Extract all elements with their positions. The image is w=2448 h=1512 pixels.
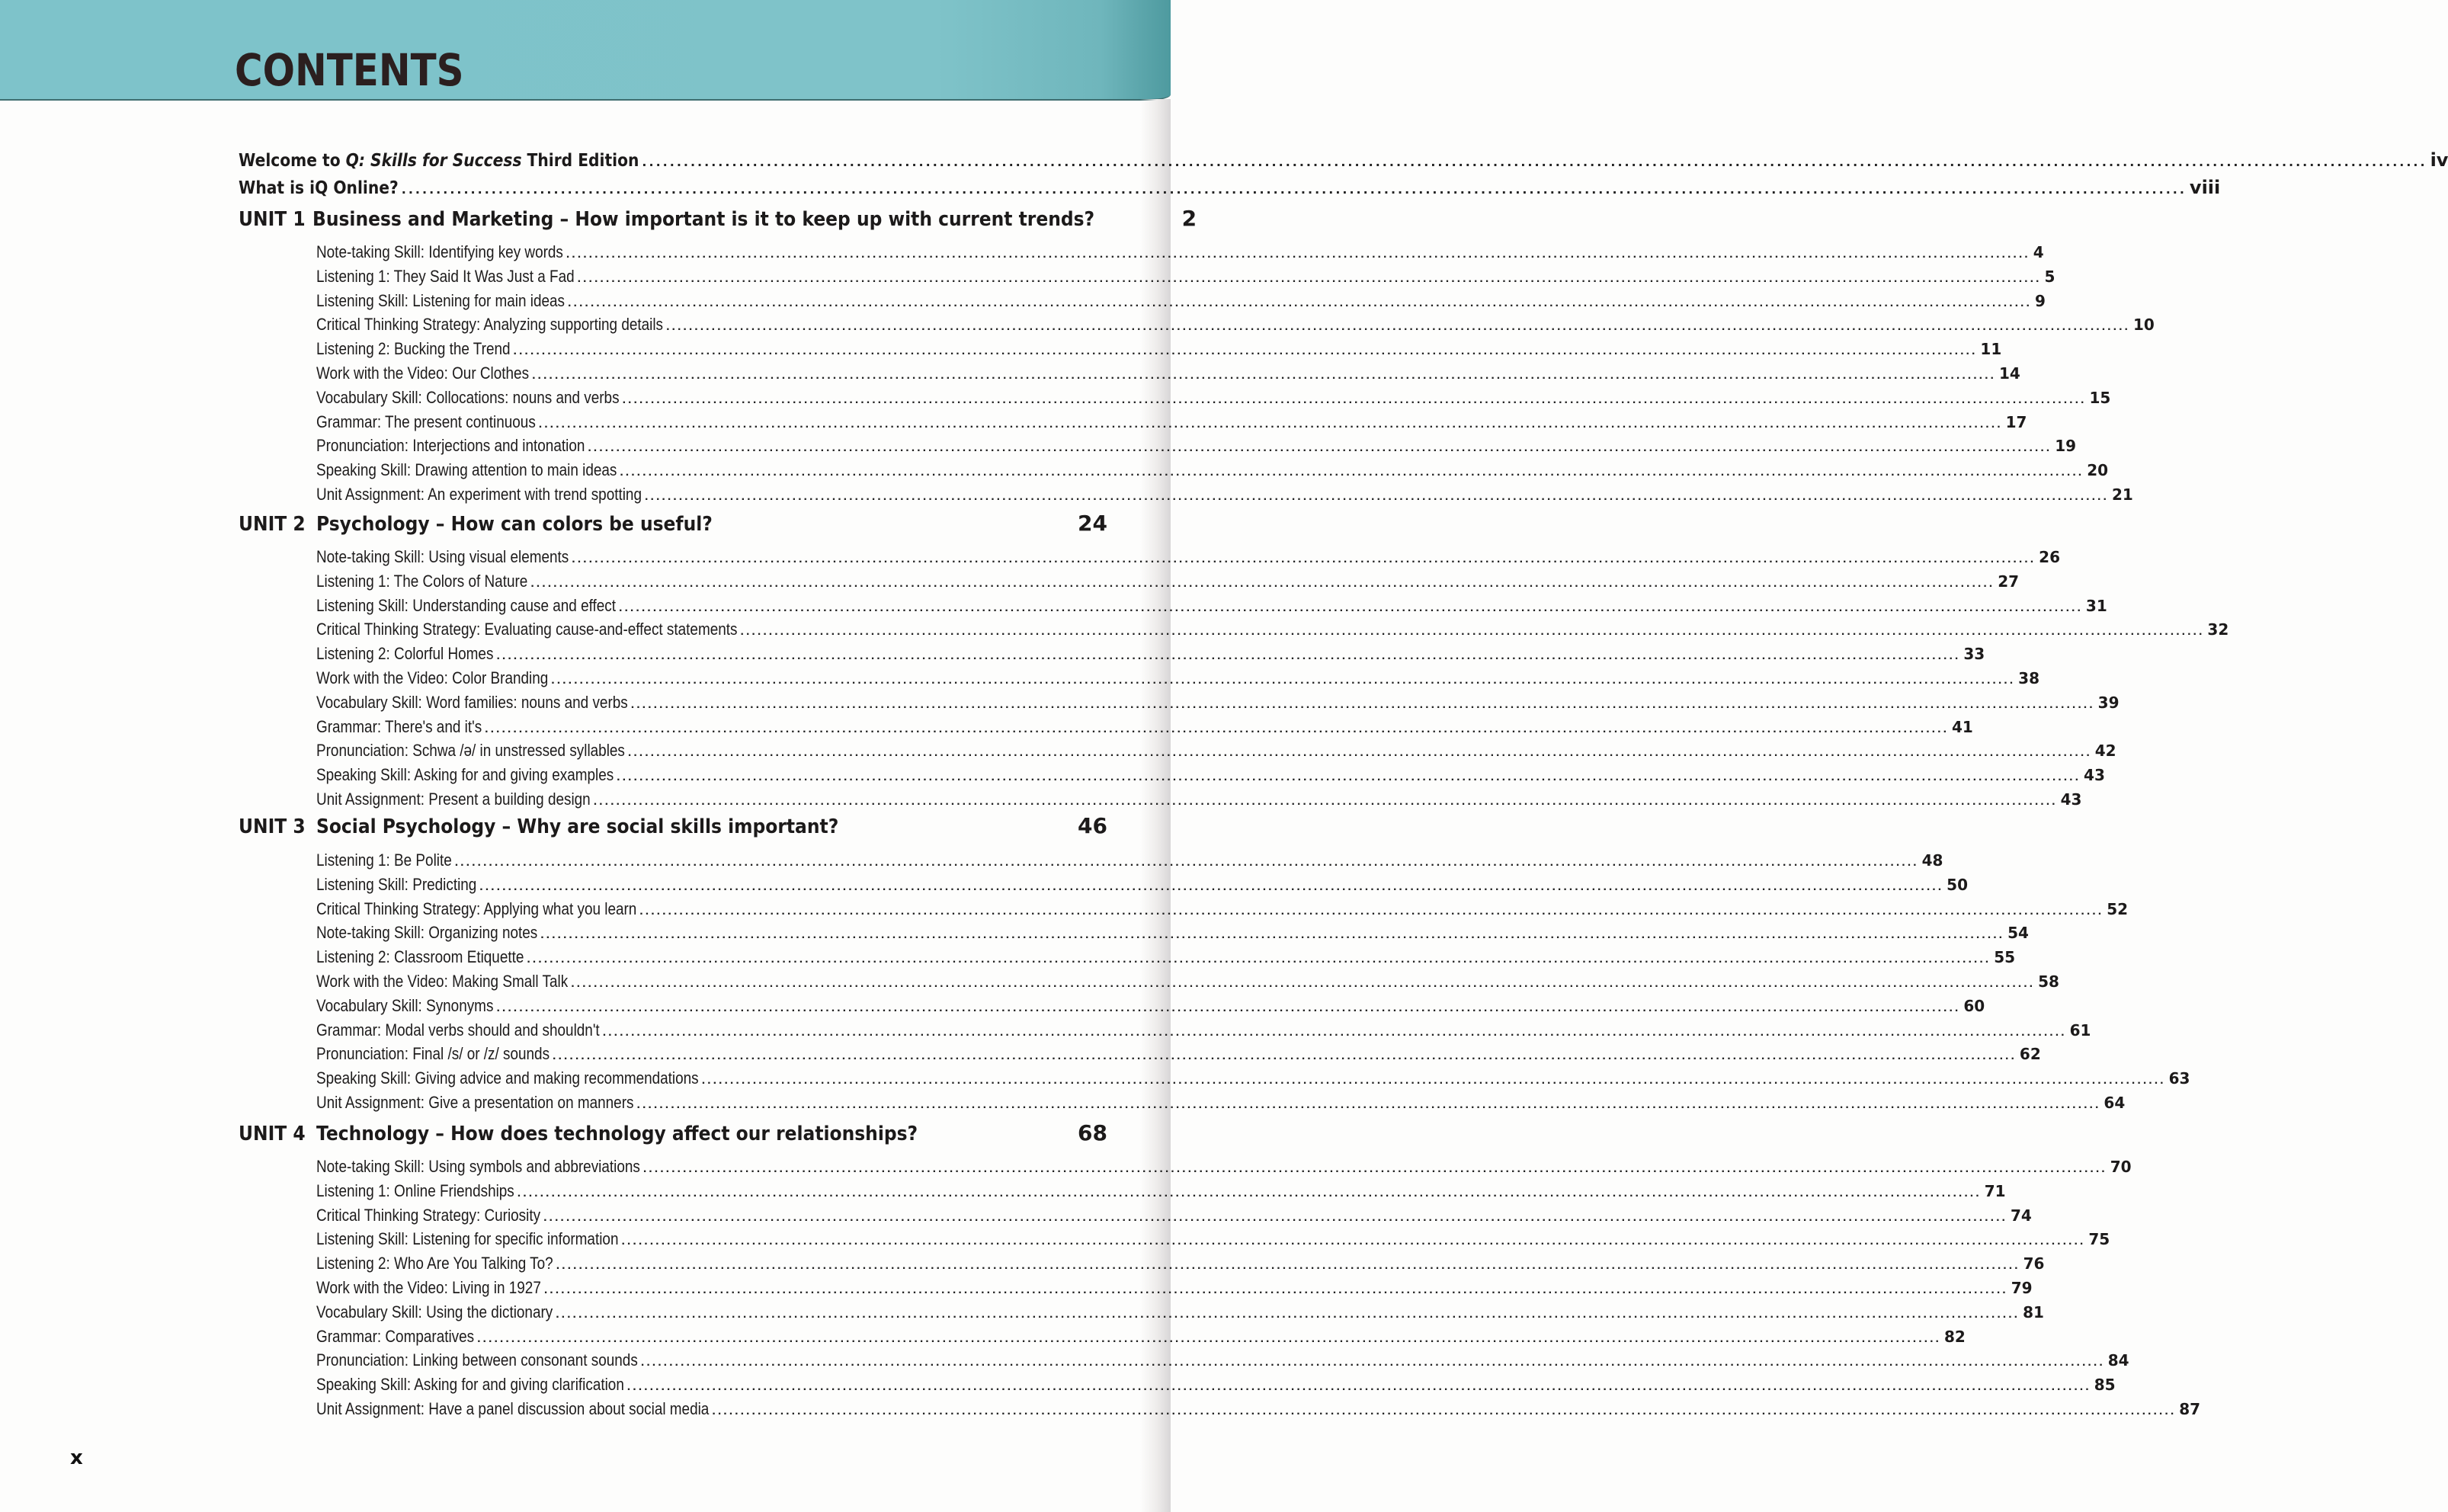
page-number: 33 — [1963, 645, 1985, 664]
toc-entry[interactable] — [316, 716, 1973, 742]
page-number: 87 — [2179, 1400, 2201, 1418]
page-number: 20 — [2087, 461, 2109, 480]
unit-title: Social Psychology – Why are social skills important? — [316, 815, 839, 838]
unit-4-heading[interactable] — [239, 1120, 1107, 1151]
dot-leader — [514, 344, 1978, 358]
toc-entry[interactable] — [316, 1205, 2032, 1230]
page-number: 17 — [2005, 412, 2027, 431]
toc-entry[interactable] — [316, 315, 2155, 339]
entry-text: Listening Skill: Listening for specific information — [316, 1229, 619, 1249]
page-number: 31 — [2085, 596, 2107, 615]
entry-text: Critical Thinking Strategy: Analyzing supporting details — [316, 315, 664, 335]
dot-leader — [455, 856, 1919, 870]
toc-entry[interactable] — [316, 460, 2109, 485]
page-title: CONTENTS — [235, 44, 464, 96]
dot-leader — [553, 1049, 2017, 1063]
dot-leader — [631, 698, 2095, 712]
toc-entry[interactable] — [316, 436, 2077, 460]
toc-entry[interactable] — [316, 947, 2016, 972]
dot-leader — [527, 953, 1991, 966]
toc-entry[interactable] — [316, 571, 2020, 596]
entry-text: Unit Assignment: Present a building design — [316, 790, 591, 809]
entry-text: Critical Thinking Strategy: Curiosity — [316, 1205, 541, 1225]
unit-question: Why are social skills important? — [517, 815, 839, 838]
entry-text: Pronunciation: Interjections and intonation — [316, 436, 585, 456]
page-number: 68 — [1078, 1120, 1107, 1145]
page-number: 46 — [1078, 813, 1107, 838]
entry-text: Unit Assignment: An experiment with trend spotting — [316, 485, 642, 504]
dot-leader — [551, 674, 2015, 687]
entry-text: Vocabulary Skill: Synonyms — [316, 995, 494, 1015]
toc-entry[interactable] — [316, 874, 1969, 899]
entry-text: Listening Skill: Predicting — [316, 874, 477, 894]
header-band — [0, 0, 1171, 101]
page-number: 5 — [2044, 267, 2055, 286]
entry-text: Critical Thinking Strategy: Applying what you learn — [316, 899, 637, 918]
dot-leader — [544, 1283, 2008, 1297]
unit-label: UNIT 4 — [239, 1123, 306, 1145]
unit-title: Psychology – How can colors be useful? — [316, 513, 713, 536]
toc-entry[interactable] — [316, 1180, 2006, 1206]
dot-leader — [741, 625, 2205, 639]
entry-text: Speaking Skill: Asking for and giving clarification — [316, 1375, 624, 1395]
unit-topic: Technology — [316, 1123, 430, 1145]
unit-1-heading[interactable] — [239, 206, 1197, 236]
page-number: 76 — [2023, 1254, 2045, 1273]
toc-entry[interactable] — [316, 1020, 2091, 1045]
toc-entry-iq-online[interactable] — [239, 177, 2221, 204]
entry-text: Work with the Video: Making Small Talk — [316, 972, 569, 991]
dot-leader — [496, 1001, 1960, 1015]
dot-leader — [712, 1405, 2176, 1418]
toc-entry[interactable] — [316, 595, 2107, 620]
page-number: 58 — [2038, 972, 2059, 991]
dot-leader — [530, 577, 1995, 591]
toc-entry[interactable] — [316, 1157, 2132, 1181]
dot-leader — [617, 770, 2081, 784]
entry-text: Vocabulary Skill: Word families: nouns and verbs — [316, 692, 628, 712]
unit-topic: Social Psychology — [316, 815, 496, 838]
page-number: 38 — [2018, 669, 2040, 687]
page-number: 64 — [2104, 1094, 2126, 1112]
entry-text: Speaking Skill: Giving advice and making recommendations — [316, 1068, 699, 1088]
page-number: iv — [2430, 149, 2448, 171]
entry-text: Pronunciation: Final /s/ or /z/ sounds — [316, 1044, 550, 1064]
toc-entry[interactable] — [316, 1229, 2110, 1254]
toc-entry[interactable] — [316, 790, 2082, 814]
entry-text: Work with the Video: Our Clothes — [316, 364, 530, 383]
toc-entry[interactable] — [316, 1302, 2044, 1327]
dot-leader — [666, 320, 2130, 334]
dot-leader — [578, 272, 2042, 286]
toc-entry[interactable] — [316, 923, 2029, 947]
page-number: 84 — [2107, 1351, 2129, 1370]
unit-label: UNIT 2 — [239, 513, 306, 536]
toc-entry[interactable] — [316, 668, 2040, 693]
entry-text: Third Edition — [521, 151, 639, 171]
page-number: 75 — [2088, 1230, 2110, 1249]
dot-leader — [517, 1187, 1982, 1200]
page-number: 24 — [1078, 511, 1107, 536]
toc-entry[interactable] — [316, 741, 2116, 765]
dot-leader — [496, 649, 1960, 663]
page-number: 10 — [2132, 316, 2155, 335]
toc-entry[interactable] — [316, 1068, 2190, 1093]
dot-leader — [572, 553, 2036, 566]
page-number: 15 — [2089, 388, 2111, 407]
dot-leader — [594, 795, 2058, 809]
dot-leader — [556, 1308, 2020, 1321]
unit-question: How can colors be useful? — [450, 513, 713, 536]
dot-leader — [588, 441, 2052, 455]
dot-leader — [571, 977, 2035, 991]
dot-leader — [485, 722, 1949, 736]
toc-entry[interactable] — [316, 850, 1943, 875]
page-number: 19 — [2055, 437, 2077, 456]
dot-leader — [540, 928, 2004, 942]
dot-leader — [702, 1074, 2166, 1088]
dot-leader — [568, 296, 2032, 310]
toc-entry[interactable] — [316, 692, 2120, 717]
entry-text: Listening 2: Colorful Homes — [316, 644, 494, 664]
toc-entry[interactable] — [316, 387, 2111, 412]
toc-entry[interactable] — [316, 364, 2020, 388]
entry-text: Work with the Video: Color Branding — [316, 668, 549, 687]
dot-leader — [628, 746, 2092, 760]
toc-entry-welcome[interactable] — [239, 149, 2448, 177]
entry-text: Note-taking Skill: Organizing notes — [316, 923, 538, 943]
dot-leader — [539, 418, 2003, 431]
toc-entry[interactable] — [316, 290, 2046, 316]
toc-entry[interactable] — [316, 547, 2061, 572]
dot-leader — [619, 601, 2083, 615]
page-number: 60 — [1963, 996, 1985, 1015]
unit-label: UNIT 3 — [239, 815, 306, 838]
page-number: 85 — [2094, 1376, 2116, 1395]
unit-topic: Business and Marketing — [312, 208, 554, 231]
dot-leader — [556, 1259, 2020, 1273]
page-number: 82 — [1944, 1327, 1966, 1346]
entry-text: Grammar: Comparatives — [316, 1326, 475, 1346]
toc-entry[interactable] — [316, 765, 2105, 790]
page-number: viii — [2189, 177, 2221, 198]
entry-text: Listening 2: Who Are You Talking To? — [316, 1254, 553, 1273]
toc-entry[interactable] — [316, 1326, 1966, 1351]
entry-text: Grammar: Modal verbs should and shouldn't — [316, 1020, 600, 1040]
entry-text: Listening Skill: Listening for main ideas — [316, 290, 566, 310]
toc-entry[interactable] — [316, 1254, 2045, 1278]
entry-text: Vocabulary Skill: Collocations: nouns and verbs — [316, 387, 620, 407]
page-number: 9 — [2034, 291, 2046, 310]
page-number: 52 — [2107, 899, 2129, 918]
entry-text: What is iQ Online? — [239, 178, 399, 198]
dot-leader — [543, 1211, 2007, 1225]
dot-leader — [623, 393, 2087, 407]
entry-text: Listening 1: Be Polite — [316, 850, 452, 870]
toc-entry[interactable] — [316, 1093, 2126, 1117]
entry-text: Listening Skill: Understanding cause and effect — [316, 595, 617, 615]
entry-text: Listening 1: They Said It Was Just a Fad — [316, 266, 575, 286]
dot-leader — [620, 466, 2084, 479]
toc-entry[interactable] — [316, 1350, 2129, 1375]
entry-text: Listening 1: Online Friendships — [316, 1180, 514, 1200]
unit-label: UNIT 1 — [239, 208, 306, 231]
dot-leader — [532, 369, 1996, 383]
entry-text: Speaking Skill: Drawing attention to main ideas — [316, 460, 617, 480]
toc-entry[interactable] — [316, 995, 1985, 1020]
page-number: 81 — [2023, 1302, 2044, 1321]
dot-leader — [643, 1162, 2107, 1176]
unit-3-heading[interactable] — [239, 813, 1107, 844]
page-number: 2 — [1181, 206, 1197, 231]
entry-text: Unit Assignment: Have a panel discussion about social media — [316, 1399, 710, 1418]
dot-leader — [603, 1026, 2067, 1040]
unit-title: Technology – How does technology affect our relationships? — [316, 1123, 918, 1145]
page-number: 63 — [2168, 1069, 2190, 1088]
page-number: 4 — [2033, 243, 2044, 261]
entry-text: Work with the Video: Living in 1927 — [316, 1278, 541, 1297]
unit-title: Business and Marketing – How important is it to keep up with current trends? — [312, 208, 1095, 231]
entry-text: Grammar: The present continuous — [316, 412, 536, 431]
page-number: 41 — [1952, 717, 1973, 736]
entry-text: Note-taking Skill: Using symbols and abbreviations — [316, 1157, 640, 1176]
toc-entry[interactable] — [316, 972, 2059, 996]
unit-question: How does technology affect our relationships? — [450, 1123, 918, 1145]
page-number: 74 — [2010, 1206, 2032, 1225]
entry-text: Welcome to — [239, 151, 346, 171]
folio-page-number: x — [70, 1446, 83, 1469]
entry-text: Unit Assignment: Give a presentation on manners — [316, 1093, 634, 1112]
page-number: 55 — [1994, 948, 2016, 967]
toc-entry[interactable] — [316, 899, 2129, 924]
page-number: 48 — [1921, 851, 1943, 870]
dot-leader — [645, 490, 2109, 504]
dot-leader — [627, 1380, 2091, 1394]
dot-leader — [477, 1332, 1941, 1346]
page-number: 61 — [2069, 1020, 2091, 1040]
toc-entry[interactable] — [316, 266, 2055, 291]
page-number: 79 — [2011, 1279, 2033, 1297]
unit-question: How important is it to keep up with current trends? — [575, 208, 1095, 231]
toc-entry[interactable] — [316, 644, 1985, 668]
toc-entry[interactable] — [316, 242, 2044, 267]
unit-topic: Psychology — [316, 513, 430, 536]
entry-text: Pronunciation: Linking between consonant sounds — [316, 1350, 638, 1370]
entry-text: Listening 2: Bucking the Trend — [316, 339, 511, 359]
entry-text: Listening 1: The Colors of Nature — [316, 571, 528, 591]
unit-2-heading[interactable] — [239, 511, 1107, 541]
dot-leader — [642, 155, 2427, 169]
page-number: 70 — [2110, 1158, 2132, 1176]
page-number: 43 — [2084, 766, 2105, 785]
entry-text: Critical Thinking Strategy: Evaluating cause-and-effect statements — [316, 620, 738, 639]
page-number: 27 — [1998, 572, 2020, 591]
entry-text: Vocabulary Skill: Using the dictionary — [316, 1302, 553, 1321]
toc-entry[interactable] — [316, 1278, 2033, 1302]
page-number: 42 — [2094, 742, 2116, 761]
page-number: 14 — [1998, 364, 2020, 383]
page-number: 39 — [2097, 693, 2120, 712]
toc-entry[interactable] — [316, 1375, 2116, 1399]
dot-leader — [639, 905, 2104, 918]
page-number: 43 — [2060, 790, 2082, 809]
toc-entry[interactable] — [316, 485, 2133, 509]
dot-leader — [621, 1235, 2085, 1248]
page-number: 54 — [2007, 924, 2029, 943]
page-number: 62 — [2019, 1045, 2041, 1064]
toc-entry[interactable] — [316, 1044, 2041, 1068]
dot-leader — [479, 880, 1943, 894]
entry-text-italic: Q: Skills for Success — [345, 151, 522, 171]
entry-text: Listening 2: Classroom Etiquette — [316, 947, 524, 967]
page-number: 26 — [2039, 548, 2061, 566]
dot-leader — [402, 182, 2187, 197]
toc-entry[interactable] — [316, 339, 2002, 364]
page-number: 50 — [1947, 875, 1969, 894]
entry-text: Note-taking Skill: Identifying key words — [316, 242, 563, 261]
toc-entry[interactable] — [316, 412, 2027, 437]
page-number: 21 — [2111, 485, 2133, 504]
toc-entry[interactable] — [316, 1399, 2201, 1424]
page-number: 11 — [1980, 340, 2002, 359]
entry-text: Grammar: There's and it's — [316, 716, 482, 736]
dot-leader — [637, 1098, 2101, 1112]
dot-leader — [641, 1356, 2105, 1369]
entry-text: Pronunciation: Schwa /ə/ in unstressed syllables — [316, 741, 625, 761]
entry-text: Note-taking Skill: Using visual elements — [316, 547, 569, 566]
page-number: 71 — [1984, 1181, 2006, 1200]
entry-text: Speaking Skill: Asking for and giving examples — [316, 765, 614, 785]
dot-leader — [566, 248, 2030, 261]
page-number: 32 — [2207, 620, 2229, 639]
toc-entry[interactable] — [316, 620, 2229, 644]
